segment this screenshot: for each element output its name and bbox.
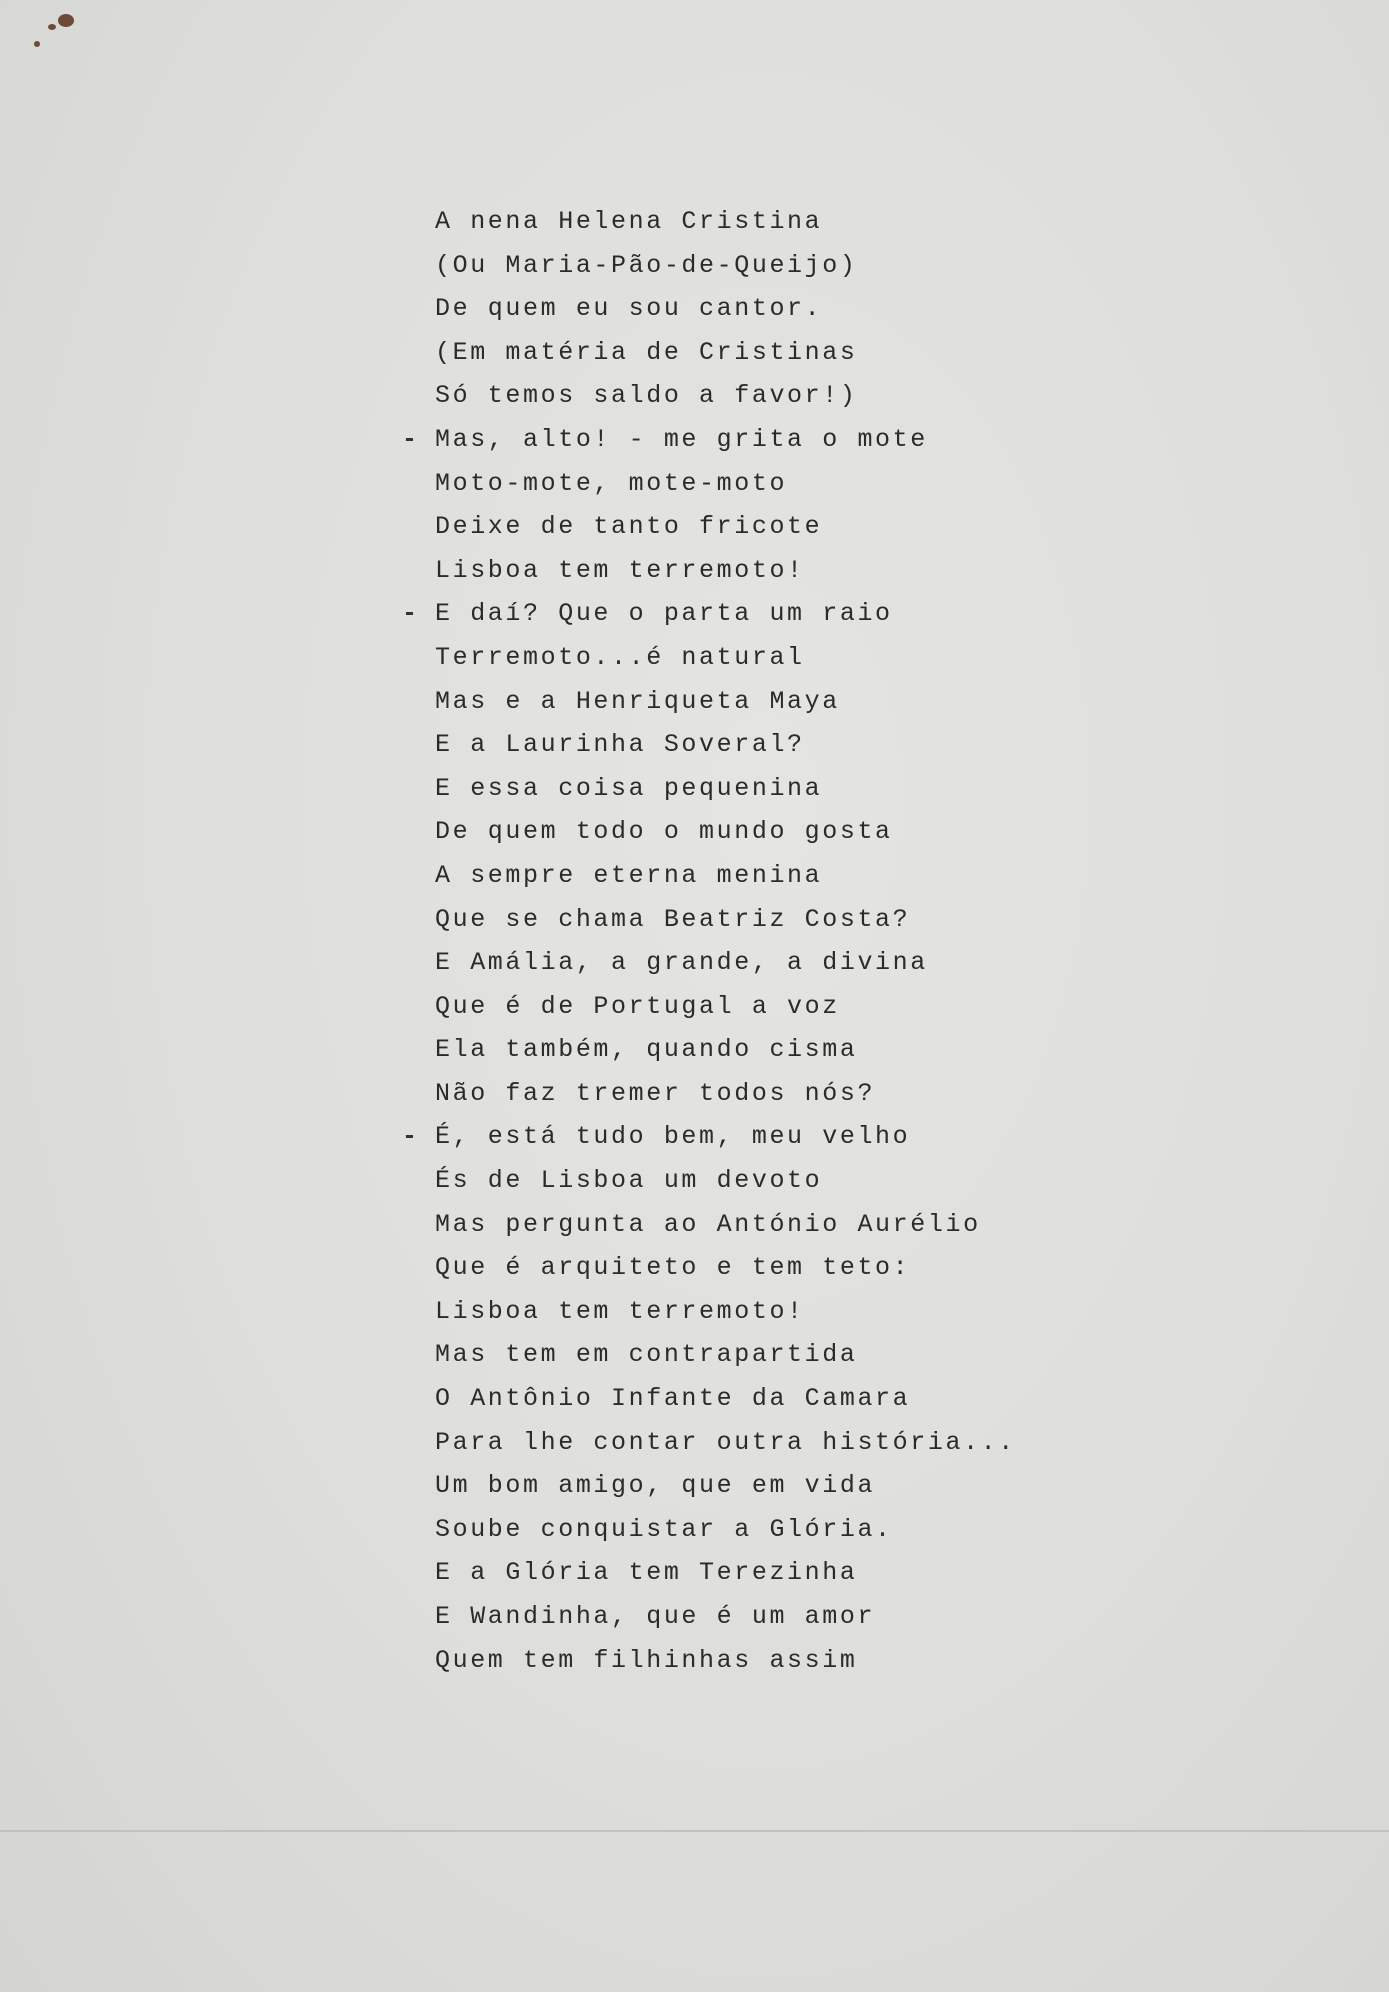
- poem-line-text: E Wandinha, que é um amor: [435, 1602, 876, 1631]
- poem-line-text: E Amália, a grande, a divina: [435, 948, 928, 978]
- poem-line-text: Um bom amigo, que em vida: [435, 1471, 876, 1501]
- poem-line-text: E daí? Que o parta um raio: [435, 599, 893, 629]
- poem-line: [0, 1333, 1389, 1377]
- poem-line-text: De quem todo o mundo gosta: [435, 817, 893, 847]
- poem-line-text: Deixe de tanto fricote: [435, 512, 823, 542]
- poem-line-text: Mas, alto! - me grita o mote: [435, 424, 928, 454]
- poem-line: [0, 374, 1389, 418]
- poem-line: [0, 636, 1389, 680]
- poem-line: [0, 1551, 1389, 1595]
- poem-line-text: O Antônio Infante da Camara: [435, 1384, 911, 1414]
- poem-line: [0, 898, 1389, 942]
- poem-line: [0, 1203, 1389, 1247]
- poem-line: [0, 854, 1389, 898]
- poem-line: [0, 1508, 1389, 1552]
- poem-line-text: Que se chama Beatriz Costa?: [435, 904, 911, 934]
- poem-line-text: Mas e a Henriqueta Maya: [435, 686, 840, 716]
- poem-line-text: Moto-mote, mote-moto: [435, 468, 788, 498]
- poem-line: [0, 200, 1389, 244]
- poem-line-text: E a Laurinha Soveral?: [435, 730, 805, 760]
- poem-line-text: Para lhe contar outra história...: [435, 1427, 1016, 1457]
- poem-line: [0, 985, 1389, 1029]
- poem-line-text: Lisboa tem terremoto!: [435, 555, 805, 585]
- poem-line: [0, 1464, 1389, 1508]
- poem-line: [0, 1377, 1389, 1421]
- dialogue-dash: -: [402, 599, 420, 629]
- poem-line: [0, 505, 1389, 549]
- ink-stain: [34, 41, 40, 47]
- poem-line-text: Não faz tremer todos nós?: [435, 1078, 876, 1108]
- poem-line: [0, 592, 1389, 636]
- poem-line: [0, 1159, 1389, 1203]
- poem-line: [0, 1115, 1389, 1159]
- poem-line: [0, 941, 1389, 985]
- poem-line: [0, 680, 1389, 724]
- poem-line-text: E essa coisa pequenina: [435, 773, 823, 803]
- poem-line-text: (Em matéria de Cristinas: [435, 337, 858, 367]
- poem-line: [0, 1639, 1389, 1683]
- poem-line: [0, 549, 1389, 593]
- poem-line: [0, 331, 1389, 375]
- poem-line-text: Lisboa tem terremoto!: [435, 1296, 805, 1326]
- poem-line: [0, 1421, 1389, 1465]
- poem-line-text: Ela também, quando cisma: [435, 1035, 858, 1065]
- poem-line-text: De quem eu sou cantor.: [435, 294, 823, 324]
- poem-line-text: A sempre eterna menina: [435, 860, 823, 890]
- poem-line: [0, 1028, 1389, 1072]
- poem-line: [0, 462, 1389, 506]
- poem-line-text: É, está tudo bem, meu velho: [435, 1122, 911, 1152]
- poem-line: [0, 723, 1389, 767]
- poem-line-text: És de Lisboa um devoto: [435, 1166, 823, 1196]
- poem-line-text: Quem tem filhinhas assim: [435, 1645, 858, 1675]
- poem-line-text: Que é arquiteto e tem teto:: [435, 1253, 911, 1283]
- poem-line-text: Que é de Portugal a voz: [435, 991, 840, 1021]
- poem-line: [0, 1290, 1389, 1334]
- poem-line: [0, 244, 1389, 288]
- poem-line: [0, 1072, 1389, 1116]
- poem-line: [0, 418, 1389, 462]
- poem-line-text: A nena Helena Cristina: [435, 207, 823, 236]
- poem-line: [0, 1595, 1389, 1639]
- poem-line-text: (Ou Maria-Pão-de-Queijo): [435, 250, 858, 280]
- dialogue-dash: -: [402, 1122, 420, 1152]
- poem-body: [0, 200, 1389, 1682]
- dialogue-dash: -: [402, 424, 420, 454]
- poem-line-text: Só temos saldo a favor!): [435, 381, 858, 411]
- poem-line: [0, 810, 1389, 854]
- poem-line-text: Mas tem em contrapartida: [435, 1340, 858, 1370]
- poem-line-text: Mas pergunta ao António Aurélio: [435, 1209, 981, 1239]
- poem-line-text: E a Glória tem Terezinha: [435, 1558, 858, 1588]
- page-fold-line: [0, 1830, 1389, 1832]
- poem-line-text: Terremoto...é natural: [435, 642, 805, 672]
- poem-line: [0, 287, 1389, 331]
- ink-stain: [48, 24, 56, 30]
- poem-line: [0, 1246, 1389, 1290]
- ink-stain: [58, 14, 74, 27]
- poem-line-text: Soube conquistar a Glória.: [435, 1514, 893, 1544]
- poem-line: [0, 767, 1389, 811]
